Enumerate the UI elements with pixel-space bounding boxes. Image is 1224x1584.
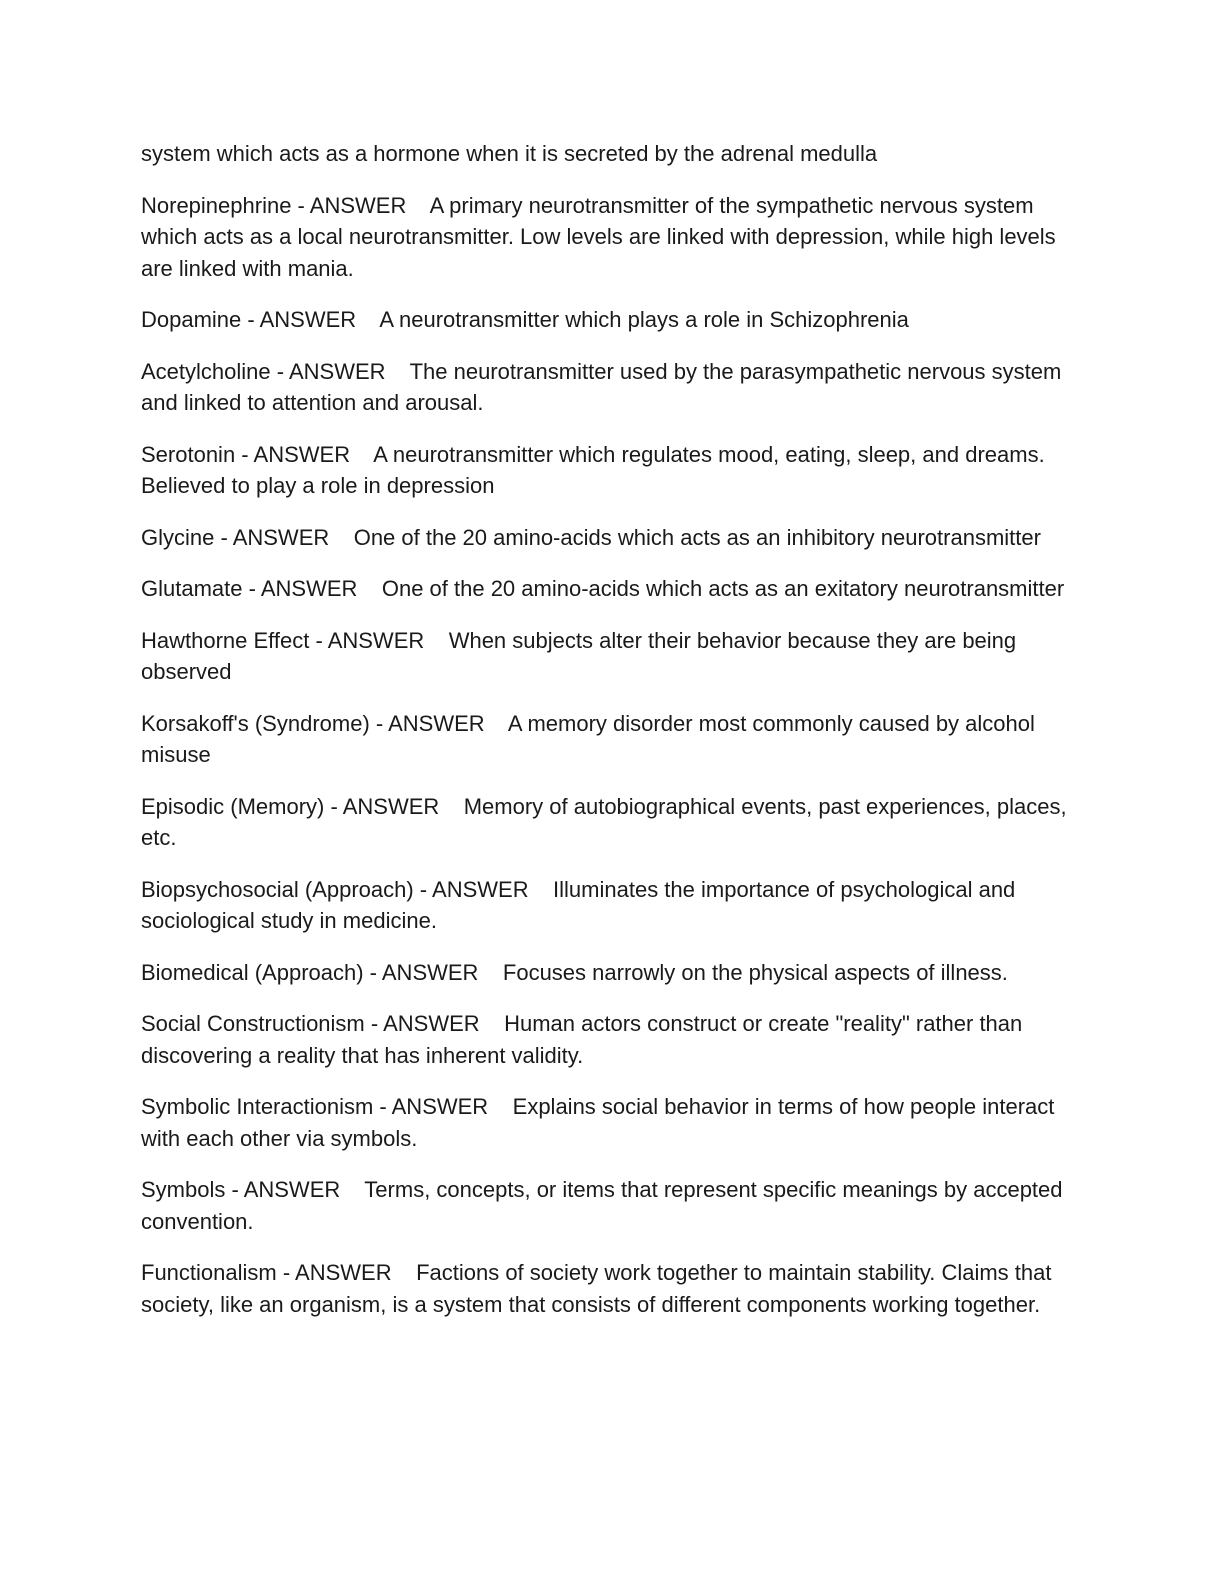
flashcard-entry: Serotonin - ANSWER A neurotransmitter which regulates mood, eating, sleep, and dreams. Believed to play a role in depression xyxy=(141,441,1051,498)
document-body xyxy=(141,138,1071,1340)
flashcard-entry: Episodic (Memory) - ANSWER Memory of autobiographical events, past experiences, places, etc. xyxy=(141,793,1073,850)
flashcard-entry: Symbols - ANSWER Terms, concepts, or items that represent specific meanings by accepted convention. xyxy=(141,1177,1069,1234)
flashcard-entry: Hawthorne Effect - ANSWER When subjects alter their behavior because they are being observed xyxy=(141,627,1023,684)
flashcard-entry: Dopamine - ANSWER A neurotransmitter which plays a role in Schizophrenia xyxy=(141,307,909,332)
continued-paragraph: system which acts as a hormone when it is secreted by the adrenal medulla xyxy=(141,141,878,166)
flashcard-entry: Glycine - ANSWER One of the 20 amino-acids which acts as an inhibitory neurotransmitter xyxy=(141,524,1041,550)
flashcard-entry: Functionalism - ANSWER Factions of society work together to maintain stability. Claims that society, like an organism, is a system that consists of different components working together. xyxy=(141,1260,1058,1317)
flashcard-entry: Symbolic Interactionism - ANSWER Explains social behavior in terms of how people interact with each other via symbols. xyxy=(141,1094,1061,1151)
flashcard-entry: Acetylcholine - ANSWER The neurotransmitter used by the parasympathetic nervous system and linked to attention and arousal. xyxy=(141,358,1068,415)
flashcard-entry: Biomedical (Approach) - ANSWER Focuses narrowly on the physical aspects of illness. xyxy=(141,959,1008,985)
flashcard-entry: Glutamate - ANSWER One of the 20 amino-acids which acts as an exitatory neurotransmitter xyxy=(141,576,1065,601)
flashcard-entry: Social Constructionism - ANSWER Human actors construct or create "reality" rather than discovering a reality that has inherent validity. xyxy=(141,1011,1029,1068)
flashcard-entry: Biopsychosocial (Approach) - ANSWER Illuminates the importance of psychological and sociological study in medicine. xyxy=(141,876,1022,933)
flashcard-entry: Korsakoff's (Syndrome) - ANSWER A memory disorder most commonly caused by alcohol misuse xyxy=(141,710,1042,767)
flashcard-entry: Norepinephrine - ANSWER A primary neurotransmitter of the sympathetic nervous system which acts as a local neurotransmitter. Low levels are linked with depression, while high levels are linked with mania. xyxy=(141,192,1062,281)
